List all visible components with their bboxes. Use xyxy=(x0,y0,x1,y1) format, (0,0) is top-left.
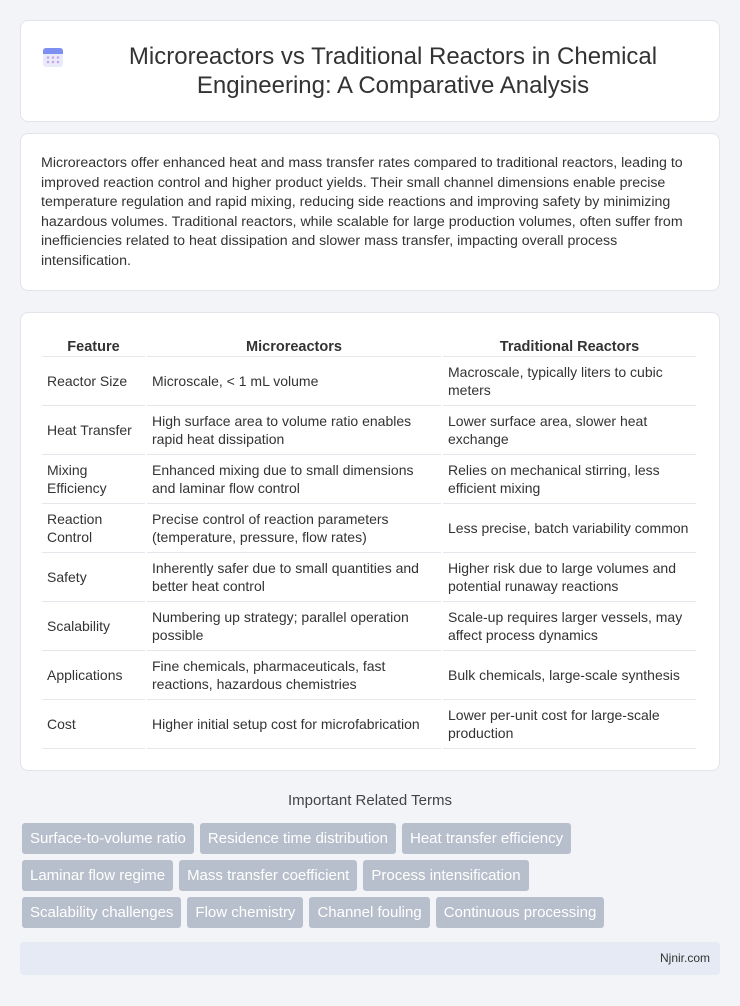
header-card xyxy=(20,20,720,122)
table-row xyxy=(42,553,696,602)
table-row xyxy=(42,406,696,455)
traditional-cell: Relies on mechanical stirring, less efficient mixing xyxy=(443,455,696,504)
summary-text: Microreactors offer enhanced heat and mass transfer rates compared to traditional reactors, leading to improved reaction control and higher product yields. Their small channel dimensions enable precise temperature regulation and rapid mixing, reducing side reactions and improving safety by minimizing hazardous volumes. Traditional reactors, while scalable for large production volumes, often suffer from inefficiencies related to heat dissipation and slower mass transfer, impacting overall process intensification. xyxy=(41,155,683,269)
microreactor-cell: High surface area to volume ratio enables rapid heat dissipation xyxy=(147,406,441,455)
summary-card xyxy=(20,133,720,291)
term-row xyxy=(22,897,722,928)
term-tag[interactable]: Laminar flow regime xyxy=(22,860,173,891)
feature-cell: Scalability xyxy=(42,602,145,651)
term-tag[interactable]: Channel fouling xyxy=(309,897,429,928)
microreactor-cell: Microscale, < 1 mL volume xyxy=(147,357,441,406)
microreactor-cell: Fine chemicals, pharmaceuticals, fast reactions, hazardous chemistries xyxy=(147,651,441,700)
feature-cell: Cost xyxy=(42,700,145,749)
footer xyxy=(20,942,720,975)
comparison-table-card xyxy=(20,312,720,771)
feature-cell: Heat Transfer xyxy=(42,406,145,455)
calendar-grid-icon xyxy=(41,45,65,69)
feature-cell: Mixing Efficiency xyxy=(42,455,145,504)
table-row xyxy=(42,602,696,651)
term-tag[interactable]: Surface-to-volume ratio xyxy=(22,823,194,854)
term-tag[interactable]: Residence time distribution xyxy=(200,823,396,854)
term-tag[interactable]: Continuous processing xyxy=(436,897,605,928)
term-tag[interactable]: Flow chemistry xyxy=(187,897,303,928)
table-row xyxy=(42,357,696,406)
table-row xyxy=(42,651,696,700)
term-tag[interactable]: Process intensification xyxy=(363,860,528,891)
microreactor-cell: Inherently safer due to small quantities and better heat control xyxy=(147,553,441,602)
traditional-cell: Less precise, batch variability common xyxy=(443,504,696,553)
table-row xyxy=(42,504,696,553)
feature-cell: Reactor Size xyxy=(42,357,145,406)
term-row xyxy=(22,823,722,854)
related-terms-list xyxy=(22,823,722,934)
microreactor-cell: Enhanced mixing due to small dimensions and laminar flow control xyxy=(147,455,441,504)
feature-cell: Safety xyxy=(42,553,145,602)
header-microreactors: Microreactors xyxy=(147,335,441,357)
term-row xyxy=(22,860,722,891)
traditional-cell: Macroscale, typically liters to cubic meters xyxy=(443,357,696,406)
footer-site-link[interactable]: Njnir.com xyxy=(659,951,710,965)
term-tag[interactable]: Scalability challenges xyxy=(22,897,181,928)
feature-cell: Reaction Control xyxy=(42,504,145,553)
page-title: Microreactors vs Traditional Reactors in Chemical Engineering: A Comparative Analysis xyxy=(128,43,658,99)
feature-cell: Applications xyxy=(42,651,145,700)
traditional-cell: Bulk chemicals, large-scale synthesis xyxy=(443,651,696,700)
table-header-row xyxy=(42,335,696,357)
traditional-cell: Scale-up requires larger vessels, may affect process dynamics xyxy=(443,602,696,651)
table-row xyxy=(42,700,696,749)
microreactor-cell: Precise control of reaction parameters (temperature, pressure, flow rates) xyxy=(147,504,441,553)
header-traditional-reactors: Traditional Reactors xyxy=(443,335,696,357)
traditional-cell: Higher risk due to large volumes and potential runaway reactions xyxy=(443,553,696,602)
header-feature: Feature xyxy=(42,335,145,357)
microreactor-cell: Higher initial setup cost for microfabrication xyxy=(147,700,441,749)
table-row xyxy=(42,455,696,504)
traditional-cell: Lower per-unit cost for large-scale production xyxy=(443,700,696,749)
term-tag[interactable]: Mass transfer coefficient xyxy=(179,860,357,891)
microreactor-cell: Numbering up strategy; parallel operation possible xyxy=(147,602,441,651)
related-terms-title: Important Related Terms xyxy=(288,792,452,809)
term-tag[interactable]: Heat transfer efficiency xyxy=(402,823,571,854)
traditional-cell: Lower surface area, slower heat exchange xyxy=(443,406,696,455)
comparison-table xyxy=(40,335,698,749)
